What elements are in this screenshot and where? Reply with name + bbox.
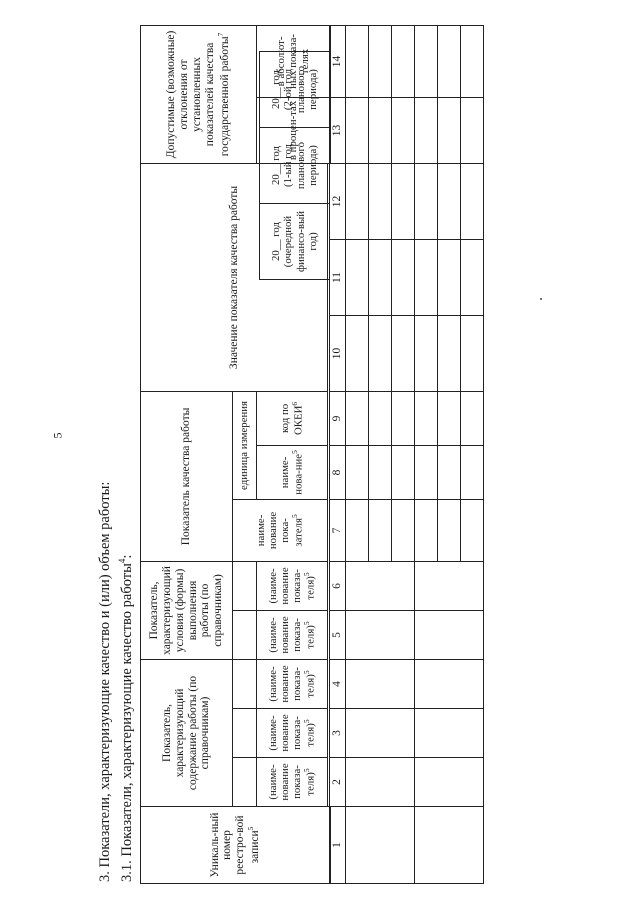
table-cell[interactable] [346,446,369,500]
table-cell[interactable] [392,316,415,392]
footnote-ref: 5 [290,450,300,454]
header-deviation-text: Допустимые (возможные) отклонения от установленных показателей качества государственной работы [165,30,231,159]
table-cell[interactable] [369,446,392,500]
header-quality-group: Показатель качества работы [141,391,233,561]
subsection-heading-text: 3.1. Показатели, характеризующие качество работы [118,563,135,882]
table-cell[interactable] [415,446,438,500]
table-cell[interactable] [369,500,392,562]
table-cell[interactable] [415,562,484,611]
table-cell[interactable] [415,26,438,98]
table-cell[interactable] [392,500,415,562]
table-cell[interactable] [346,660,415,709]
column-number: 1 [330,807,346,884]
header-conditions-group: Показатель, характеризующий условия (формы) выполнения работы (по справочникам) [141,561,233,659]
footnote-ref: 7 [215,32,225,37]
table-cell[interactable] [415,164,438,240]
column-number: 4 [330,660,346,709]
header-quality-name-text: наиме-нование пока-зателя [255,511,305,550]
table-cell[interactable] [346,562,415,611]
column-number: 7 [330,500,346,562]
table-cell[interactable] [392,98,415,164]
header-unique-number-text: Уникаль-ный номер реестро-вой записи [208,812,262,878]
header-indicator-name-text: (наиме-нование показа-теля) [267,665,317,703]
table-cell[interactable] [346,316,369,392]
column-number: 13 [330,98,346,164]
header-unit-name-text: наиме-нова-ние [279,453,305,495]
header-indicator-name-text: (наиме-нование показа-теля) [267,714,317,752]
body-table [329,25,484,884]
year-third [260,52,330,128]
rotated-page-content [0,2,640,902]
header-indicator-name-text: (наиме-нование показа-теля) [267,763,317,801]
table-cell[interactable] [461,98,484,164]
table-cell[interactable] [461,500,484,562]
footnote-ref: 5 [246,826,256,831]
column-number: 9 [330,392,346,446]
year-label: 20__ год [270,69,283,110]
header-deviation-absolute: в абсолют-ных показа-телях [257,25,331,97]
column-number: 10 [330,316,346,392]
table-cell[interactable] [346,807,415,884]
table-cell[interactable] [461,446,484,500]
table-cell[interactable] [461,392,484,446]
table-cell[interactable] [438,240,461,316]
table-cell[interactable] [438,500,461,562]
table-cell[interactable] [392,392,415,446]
table-cell[interactable] [369,164,392,240]
table-cell[interactable] [392,446,415,500]
table-cell[interactable] [346,611,415,660]
section-heading [97,482,114,882]
table-cell[interactable] [438,164,461,240]
column-number: 2 [330,758,346,807]
year-first [260,204,330,280]
table-cell[interactable] [415,316,438,392]
table-cell[interactable] [415,98,438,164]
table-cell[interactable] [438,446,461,500]
table-cell[interactable] [415,240,438,316]
table-cell[interactable] [369,316,392,392]
header-indicator-name-text: (наиме-нование показа-теля) [267,567,317,605]
footnote-ref: 5 [290,514,300,518]
table-cell[interactable] [415,611,484,660]
header-value-group: Значение показателя качества работы [141,163,328,391]
table-cell[interactable] [369,240,392,316]
table-row [346,26,369,884]
table-cell[interactable] [415,807,484,884]
header-deviation-percent: в процен-тах [257,97,331,163]
table-cell[interactable] [461,164,484,240]
table-cell[interactable] [369,26,392,98]
years-table [259,51,330,280]
table-cell[interactable] [346,392,369,446]
table-cell[interactable] [346,240,369,316]
year-desc: (2-ой год планового периода) [282,65,319,114]
header-unit-group: единица измерения [233,391,257,499]
year-desc: (1-ый год планового периода) [282,141,319,190]
table-cell[interactable] [369,392,392,446]
footnote-ref: 5 [302,572,312,577]
column-number: 5 [330,611,346,660]
year-second [260,128,330,204]
header-indicator-name-text: (наиме-нование показа-теля) [267,616,317,654]
table-cell[interactable] [415,709,484,758]
column-number: 11 [330,240,346,316]
table-cell[interactable] [461,316,484,392]
subsection-heading [117,555,136,882]
scan-speck [540,298,542,300]
table-cell[interactable] [438,26,461,98]
year-desc: (очередной финансо-вый год) [282,210,319,273]
table-cell[interactable] [461,26,484,98]
column-numbers-row [330,26,346,884]
table-cell[interactable] [438,392,461,446]
page-number: 5 [50,432,65,439]
column-number: 8 [330,446,346,500]
year-label: 20__ год [270,221,283,262]
table-cell[interactable] [415,392,438,446]
table-cell[interactable] [346,26,369,98]
table-cell[interactable] [415,660,484,709]
table-cell[interactable] [346,709,415,758]
header-unit-okei-text: код по ОКЕИ [279,403,305,436]
header-content-group: Показатель, характеризующий содержание работы (по справочникам) [141,659,233,806]
footnote-ref: 5 [302,670,312,675]
table-cell[interactable] [369,98,392,164]
footnote-ref: 5 [302,768,312,773]
table-cell[interactable] [392,26,415,98]
table-row [415,26,438,884]
footnote-ref: 5 [302,719,312,724]
table-cell[interactable] [346,98,369,164]
footnote-ref: 5 [302,621,312,626]
table-cell[interactable] [438,98,461,164]
year-label: 20__ год [270,145,283,186]
table-cell[interactable] [438,316,461,392]
table-cell[interactable] [415,500,438,562]
footnote-ref: 6 [290,401,300,406]
column-number: 12 [330,164,346,240]
table-cell[interactable] [346,500,369,562]
table-cell[interactable] [346,164,369,240]
column-number: 3 [330,709,346,758]
footnote-ref: 4 [117,558,127,564]
subsection-heading-colon: : [118,554,135,559]
column-number: 14 [330,26,346,98]
section-heading-text: 3. Показатели, характеризующие качество и (или) объем работы: [97,481,113,882]
table-cell[interactable] [392,240,415,316]
table-cell[interactable] [461,240,484,316]
column-number: 6 [330,562,346,611]
table-cell[interactable] [415,758,484,807]
table-cell[interactable] [346,758,415,807]
table-cell[interactable] [392,164,415,240]
